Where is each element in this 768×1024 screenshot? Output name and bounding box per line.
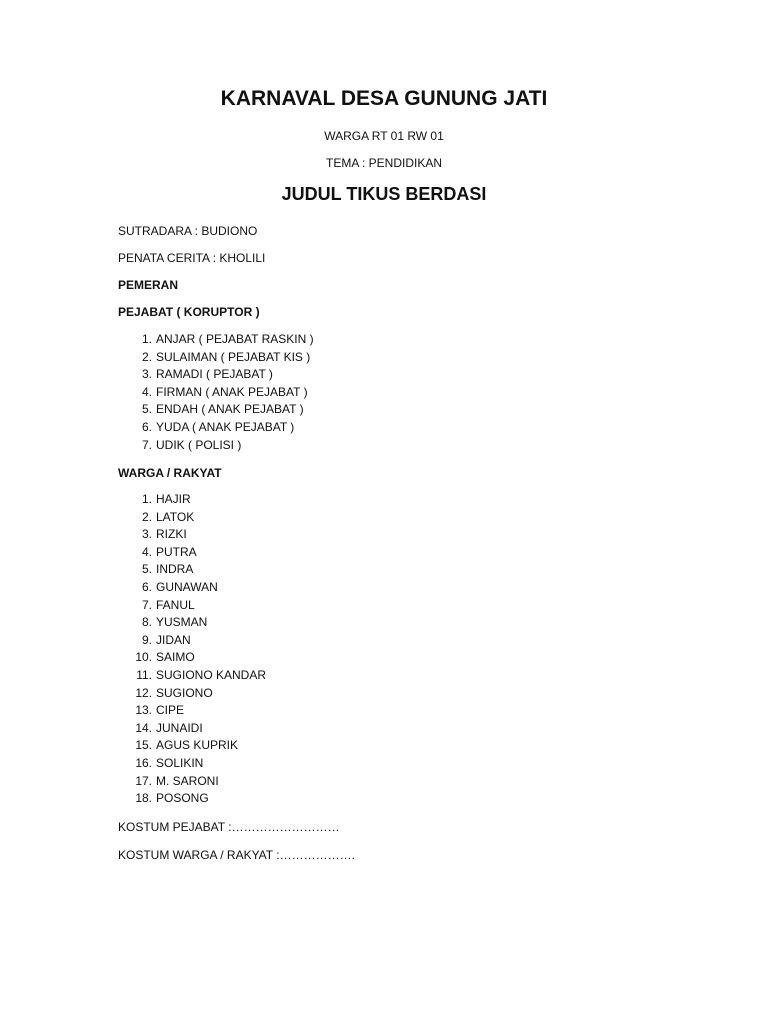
list-item: [118, 685, 518, 703]
list-item-number: 11.: [136, 667, 152, 682]
list-item-text: AGUS KUPRIK: [156, 738, 239, 753]
list-item: [118, 614, 518, 632]
citizens-list: [118, 491, 518, 808]
list-item: [118, 437, 518, 455]
list-item: [118, 401, 518, 419]
list-item-number: 14.: [135, 720, 152, 735]
story-writer-line: PENATA CERITA : KHOLILI: [118, 251, 266, 265]
costume-officials-line: KOSTUM PEJABAT :………………………: [118, 820, 340, 834]
list-item: [118, 331, 518, 349]
list-item: [118, 773, 518, 791]
list-item-text: ANJAR ( PEJABAT RASKIN ): [156, 332, 314, 346]
list-item-number: 1.: [141, 332, 152, 346]
list-item-number: 17.: [135, 773, 152, 788]
subtitle-theme: TEMA : PENDIDIKAN: [325, 156, 443, 170]
list-item-text: INDRA: [156, 562, 194, 577]
subtitle-rt-rw: WARGA RT 01 RW 01: [324, 129, 444, 143]
officials-list: [118, 331, 518, 454]
list-item-number: 7.: [141, 597, 152, 612]
list-item: [118, 702, 518, 720]
list-item-text: SUGIONO KANDAR: [156, 667, 267, 682]
director-line: SUTRADARA : BUDIONO: [118, 224, 258, 238]
list-item-number: 6.: [141, 419, 152, 434]
list-item-number: 5.: [141, 562, 152, 577]
list-item-number: 3.: [141, 367, 152, 382]
list-item-number: 15.: [135, 738, 152, 753]
list-item: [118, 737, 518, 755]
list-item-number: 18.: [135, 791, 152, 806]
list-item: [118, 720, 518, 738]
list-item-text: SUGIONO: [156, 685, 213, 700]
list-item: [118, 366, 518, 384]
list-item-number: 13.: [135, 703, 152, 718]
list-item-text: M. SARONI: [156, 773, 219, 788]
list-item: [118, 755, 518, 773]
list-item-text: JIDAN: [156, 632, 191, 647]
list-item: [118, 667, 518, 685]
list-item: [118, 544, 518, 562]
play-title-heading: JUDUL TIKUS BERDASI: [281, 184, 487, 204]
list-item-number: 2.: [141, 349, 152, 364]
officials-heading: PEJABAT ( KORUPTOR ): [118, 305, 260, 319]
list-item-number: 6.: [141, 579, 152, 594]
list-item: [118, 349, 518, 367]
list-item-number: 4.: [141, 384, 152, 399]
list-item: [118, 579, 518, 597]
list-item: [118, 509, 518, 527]
list-item-text: LATOK: [156, 509, 195, 524]
list-item-number: 2.: [141, 509, 152, 524]
list-item-number: 3.: [141, 527, 152, 542]
list-item-text: PUTRA: [156, 544, 197, 559]
list-item-text: YUDA ( ANAK PEJABAT ): [156, 419, 295, 434]
list-item: [118, 561, 518, 579]
list-item-text: SOLIKIN: [156, 755, 204, 770]
list-item-number: 1.: [141, 492, 152, 506]
list-item: [118, 597, 518, 615]
list-item-text: RAMADI ( PEJABAT ): [156, 367, 273, 382]
list-item-text: ENDAH ( ANAK PEJABAT ): [156, 402, 304, 417]
list-item-text: HAJIR: [156, 492, 191, 506]
list-item-number: 4.: [141, 544, 152, 559]
list-item-number: 7.: [141, 437, 152, 452]
list-item-text: JUNAIDI: [156, 720, 203, 735]
list-item-number: 9.: [141, 632, 152, 647]
list-item: [118, 526, 518, 544]
list-item-text: YUSMAN: [156, 615, 208, 630]
list-item: [118, 632, 518, 650]
list-item-text: UDIK ( POLISI ): [156, 437, 242, 452]
list-item-text: RIZKI: [156, 527, 187, 542]
document-title: KARNAVAL DESA GUNUNG JATI: [220, 87, 548, 110]
list-item-number: 10.: [135, 650, 152, 665]
list-item: [118, 419, 518, 437]
list-item-number: 8.: [141, 615, 152, 630]
cast-heading: PEMERAN: [118, 278, 179, 292]
citizens-heading: WARGA / RAKYAT: [118, 466, 222, 480]
costume-citizens-line: KOSTUM WARGA / RAKYAT :……………….: [118, 848, 355, 862]
list-item: [118, 790, 518, 808]
list-item-text: SULAIMAN ( PEJABAT KIS ): [156, 349, 311, 364]
list-item-text: POSONG: [156, 791, 209, 806]
list-item: [118, 384, 518, 402]
list-item-number: 5.: [141, 402, 152, 417]
list-item-number: 12.: [135, 685, 152, 700]
list-item-text: FIRMAN ( ANAK PEJABAT ): [156, 384, 308, 399]
list-item: [118, 649, 518, 667]
list-item-text: CIPE: [156, 703, 185, 718]
list-item-text: SAIMO: [156, 650, 195, 665]
list-item-text: FANUL: [156, 597, 195, 612]
list-item-text: GUNAWAN: [156, 579, 218, 594]
list-item-number: 16.: [135, 755, 152, 770]
list-item: [118, 491, 518, 509]
